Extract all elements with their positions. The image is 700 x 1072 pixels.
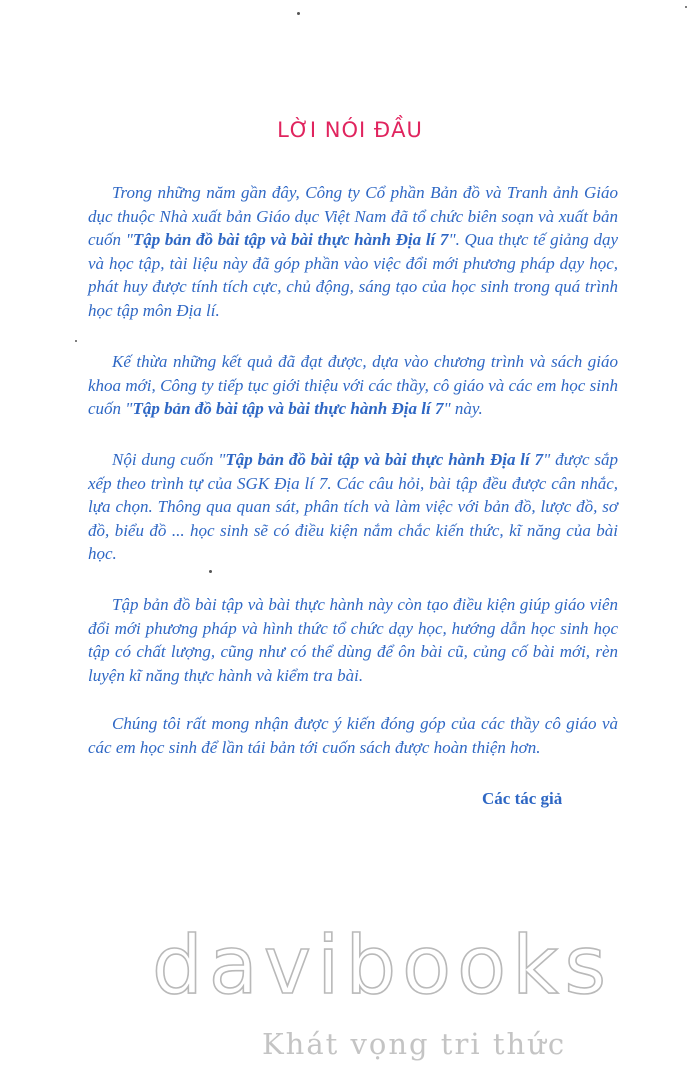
signature: Các tác giả xyxy=(482,789,563,808)
watermark-tagline: Khát vọng tri thức xyxy=(262,1027,567,1061)
paragraph-2-after: " này. xyxy=(443,399,483,419)
preface-heading: LỜI NÓI ĐẦU xyxy=(277,118,423,142)
paragraph-3-book-title: Tập bản đồ bài tập và bài thực hành Địa lí 7 xyxy=(225,450,544,469)
paragraph-1 xyxy=(88,181,618,323)
paragraph-2-before: Kế thừa những kết quả đã đạt được, dựa vào chương trình và sách giáo khoa mới, Công ty tiếp tục giới thiệu với các thầy, cô giáo và các em học sinh cuốn " xyxy=(88,352,618,419)
scan-speck xyxy=(685,6,687,8)
scan-speck xyxy=(75,340,77,342)
paragraph-5-text: Chúng tôi rất mong nhận được ý kiến đóng góp của các thầy cô giáo và các em học sinh để lần tái bản tới cuốn sách được hoàn thiện hơn. xyxy=(88,714,618,757)
paragraph-3-after: " được sắp xếp theo trình tự của SGK Địa lí 7. Các câu hỏi, bài tập đều được cân nhắc, lựa chọn. Thông qua quan sát, phân tích và làm việc với bản đồ, lược đồ, sơ đồ, biểu đồ ... học sinh sẽ có điều kiện nắm chắc kiến thức, kĩ năng của bài học. xyxy=(88,450,618,564)
paragraph-2 xyxy=(88,350,618,421)
paragraph-4 xyxy=(88,593,618,687)
scan-speck xyxy=(209,570,212,573)
paragraph-1-before: Trong những năm gần đây, Công ty Cổ phần Bản đồ và Tranh ảnh Giáo dục thuộc Nhà xuất bản Giáo dục Việt Nam đã tổ chức biên soạn và xuất bản cuốn " xyxy=(88,183,618,250)
paragraph-5 xyxy=(88,712,618,759)
paragraph-1-after: ". Qua thực tế giảng dạy và học tập, tài liệu này đã góp phần vào việc đổi mới phương pháp dạy học, phát huy được tính tích cực, chủ động, sáng tạo của học sinh trong quá trình học tập môn Địa lí. xyxy=(88,230,618,320)
paragraph-1-book-title: Tập bản đồ bài tập và bài thực hành Địa lí 7 xyxy=(132,230,449,250)
scan-speck xyxy=(297,12,300,15)
paragraph-3 xyxy=(88,448,618,566)
paragraph-4-text: Tập bản đồ bài tập và bài thực hành này còn tạo điều kiện giúp giáo viên đổi mới phương pháp và hình thức tổ chức dạy học, hướng dẫn học sinh học tập có chất lượng, cũng như có thể dùng để ôn bài cũ, củng cố bài mới, rèn luyện kĩ năng thực hành và kiểm tra bài. xyxy=(88,595,618,685)
paragraph-3-before: Nội dung cuốn " xyxy=(112,450,226,469)
davibooks-logo-watermark: davibooks xyxy=(152,919,613,1012)
paragraph-2-book-title: Tập bản đồ bài tập và bài thực hành Địa lí 7 xyxy=(132,399,444,419)
